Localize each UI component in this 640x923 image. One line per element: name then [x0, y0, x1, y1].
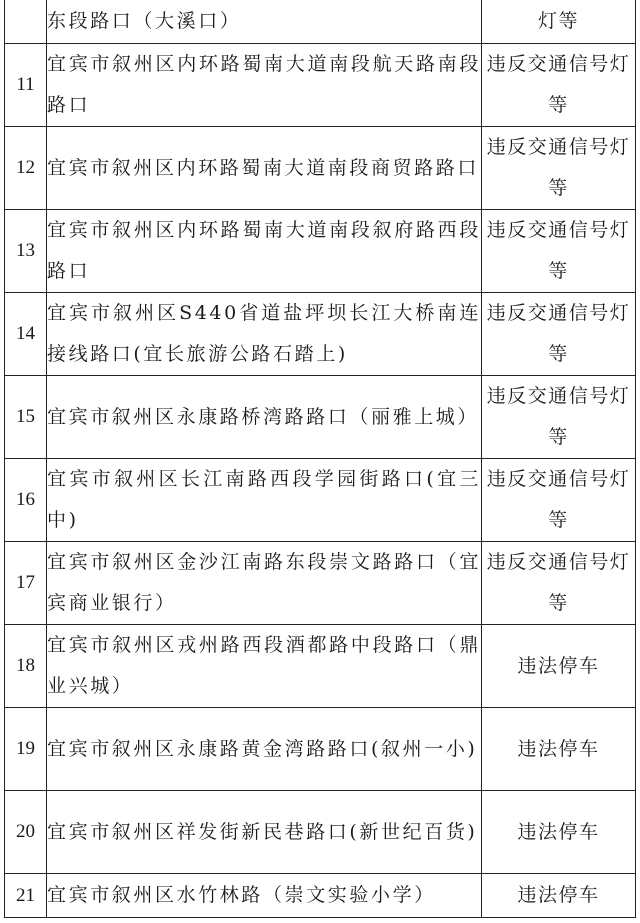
table-row — [5, 376, 636, 459]
row-number: 18 — [5, 625, 47, 708]
location-cell: 宜宾市叙州区水竹林路（崇文实验小学） — [47, 874, 482, 918]
table-row — [5, 127, 636, 210]
violation-type-cell: 违法停车 — [482, 791, 636, 874]
row-number — [5, 0, 47, 44]
violation-type-cell: 灯等 — [482, 0, 636, 44]
location-cell: 宜宾市叙州区祥发街新民巷路口(新世纪百货) — [47, 791, 482, 874]
location-cell: 宜宾市叙州区永康路黄金湾路路口(叙州一小) — [47, 708, 482, 791]
row-number: 12 — [5, 127, 47, 210]
violation-type-cell: 违反交通信号灯等 — [482, 127, 636, 210]
location-cell: 宜宾市叙州区永康路桥湾路路口（丽雅上城） — [47, 376, 482, 459]
violation-type-cell: 违反交通信号灯等 — [482, 542, 636, 625]
row-number: 20 — [5, 791, 47, 874]
row-number: 17 — [5, 542, 47, 625]
violation-type-cell: 违反交通信号灯等 — [482, 459, 636, 542]
location-cell: 宜宾市叙州区长江南路西段学园街路口(宜三中) — [47, 459, 482, 542]
location-cell: 宜宾市叙州区内环路蜀南大道南段航天路南段路口 — [47, 44, 482, 127]
location-cell: 宜宾市叙州区内环路蜀南大道南段叙府路西段路口 — [47, 210, 482, 293]
table-row — [5, 459, 636, 542]
table-row — [5, 708, 636, 791]
table-row — [5, 542, 636, 625]
location-cell: 东段路口（大溪口） — [47, 0, 482, 44]
violation-type-cell: 违反交通信号灯等 — [482, 210, 636, 293]
location-cell: 宜宾市叙州区S440省道盐坪坝长江大桥南连接线路口(宜长旅游公路石踏上) — [47, 293, 482, 376]
row-number: 21 — [5, 874, 47, 918]
row-number: 19 — [5, 708, 47, 791]
row-number: 15 — [5, 376, 47, 459]
table-row — [5, 625, 636, 708]
violation-type-cell: 违法停车 — [482, 874, 636, 918]
violation-type-cell: 违反交通信号灯等 — [482, 376, 636, 459]
table-row — [5, 874, 636, 918]
table-row — [5, 791, 636, 874]
violation-location-table — [4, 0, 636, 918]
location-cell: 宜宾市叙州区戎州路西段酒都路中段路口（鼎业兴城） — [47, 625, 482, 708]
location-cell: 宜宾市叙州区金沙江南路东段崇文路路口（宜宾商业银行） — [47, 542, 482, 625]
table-row — [5, 0, 636, 44]
violation-type-cell: 违法停车 — [482, 625, 636, 708]
row-number: 14 — [5, 293, 47, 376]
table-row — [5, 44, 636, 127]
row-number: 11 — [5, 44, 47, 127]
row-number: 13 — [5, 210, 47, 293]
table-row — [5, 293, 636, 376]
location-cell: 宜宾市叙州区内环路蜀南大道南段商贸路路口 — [47, 127, 482, 210]
violation-type-cell: 违反交通信号灯等 — [482, 293, 636, 376]
row-number: 16 — [5, 459, 47, 542]
violation-type-cell: 违反交通信号灯等 — [482, 44, 636, 127]
table-row — [5, 210, 636, 293]
violation-type-cell: 违法停车 — [482, 708, 636, 791]
